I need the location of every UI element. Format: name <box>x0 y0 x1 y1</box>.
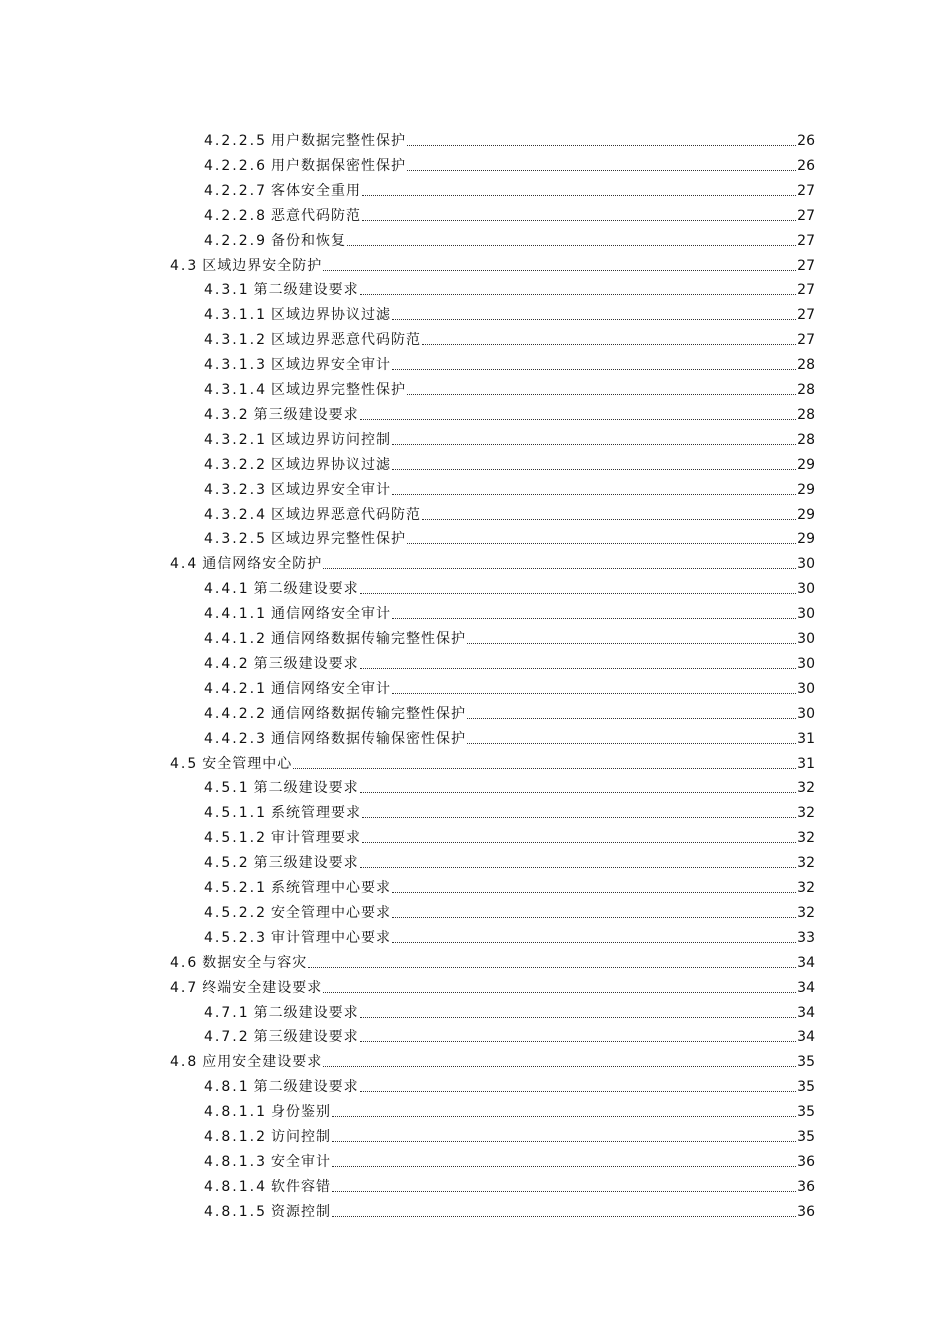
toc-entry[interactable] <box>170 1046 815 1071</box>
toc-leader-dots <box>360 1090 797 1092</box>
toc-entry-number: 4.7.1 <box>204 1004 250 1021</box>
toc-entry-number: 4.3.2 <box>204 406 250 423</box>
toc-entry-page-number: 33 <box>797 929 815 946</box>
toc-entry-number: 4.4.1.1 <box>204 606 267 623</box>
toc-entry[interactable] <box>204 897 815 922</box>
toc-entry-title: 用户数据保密性保护 <box>270 157 406 174</box>
toc-entry[interactable] <box>204 723 815 748</box>
toc-entry[interactable] <box>204 573 815 598</box>
toc-entry-number: 4.2.2.7 <box>204 182 267 199</box>
toc-entry[interactable] <box>204 673 815 698</box>
toc-leader-dots <box>467 742 796 744</box>
toc-entry-number: 4.2.2.9 <box>204 232 267 249</box>
toc-leader-dots <box>332 1215 796 1217</box>
toc-entry-number: 4.3.1.2 <box>204 332 267 349</box>
toc-entry-title: 区域边界访问控制 <box>270 431 391 448</box>
toc-entry-title: 区域边界安全防护 <box>202 257 323 274</box>
toc-entry-number: 4.5 <box>170 755 199 772</box>
toc-entry[interactable] <box>204 349 815 374</box>
toc-entry-page-number: 28 <box>797 406 815 423</box>
toc-entry[interactable] <box>204 1146 815 1171</box>
toc-entry-page-number: 34 <box>797 1004 815 1021</box>
toc-entry-title: 第二级建设要求 <box>253 1004 359 1021</box>
toc-leader-dots <box>407 169 796 171</box>
toc-entry[interactable] <box>204 1196 815 1221</box>
toc-entry-number: 4.3.2.1 <box>204 431 267 448</box>
toc-entry-page-number: 35 <box>797 1104 815 1121</box>
toc-entry[interactable] <box>204 324 815 349</box>
toc-entry-title: 安全管理中心 <box>202 755 293 772</box>
toc-leader-dots <box>360 418 797 420</box>
toc-entry-number: 4.3.1.3 <box>204 357 267 374</box>
toc-entry-title: 第二级建设要求 <box>253 1079 359 1096</box>
toc-entry-title: 第三级建设要求 <box>253 406 359 423</box>
toc-entry-title: 第二级建设要求 <box>253 780 359 797</box>
toc-entry-title: 第三级建设要求 <box>253 855 359 872</box>
toc-entry-number: 4.8.1.4 <box>204 1178 267 1195</box>
toc-entry-page-number: 36 <box>797 1178 815 1195</box>
toc-entry[interactable] <box>204 274 815 299</box>
toc-entry[interactable] <box>204 399 815 424</box>
toc-entry-title: 通信网络安全审计 <box>270 680 391 697</box>
toc-leader-dots <box>360 667 797 669</box>
toc-entry-page-number: 34 <box>797 979 815 996</box>
toc-entry-number: 4.4.2.2 <box>204 705 267 722</box>
toc-entry-number: 4.2.2.8 <box>204 207 267 224</box>
toc-entry-number: 4.7 <box>170 979 199 996</box>
toc-leader-dots <box>422 343 796 345</box>
toc-entry-number: 4.3.1 <box>204 282 250 299</box>
toc-entry-page-number: 30 <box>797 606 815 623</box>
toc-entry[interactable] <box>170 548 815 573</box>
toc-entry[interactable] <box>204 474 815 499</box>
toc-entry[interactable] <box>204 847 815 872</box>
toc-entry[interactable] <box>170 972 815 997</box>
toc-entry[interactable] <box>204 1171 815 1196</box>
toc-leader-dots <box>360 866 797 868</box>
toc-entry-title: 第三级建设要求 <box>253 1029 359 1046</box>
toc-leader-dots <box>347 244 796 246</box>
toc-entry-number: 4.2.2.5 <box>204 133 267 149</box>
toc-entry-page-number: 26 <box>797 133 815 149</box>
toc-entry-number: 4.5.2 <box>204 855 250 872</box>
toc-entry-number: 4.5.1 <box>204 780 250 797</box>
toc-entry[interactable] <box>204 997 815 1022</box>
toc-entry[interactable] <box>204 1071 815 1096</box>
toc-entry-page-number: 27 <box>797 332 815 349</box>
toc-leader-dots <box>392 443 796 445</box>
toc-entry-page-number: 35 <box>797 1079 815 1096</box>
toc-entry-page-number: 30 <box>797 705 815 722</box>
toc-entry-page-number: 31 <box>797 730 815 747</box>
toc-entry-page-number: 32 <box>797 780 815 797</box>
toc-entry-title: 区域边界安全审计 <box>270 481 391 498</box>
toc-entry-title: 通信网络数据传输保密性保护 <box>270 730 466 747</box>
toc-entry-number: 4.5.1.2 <box>204 830 267 847</box>
toc-leader-dots <box>407 393 796 395</box>
toc-entry[interactable] <box>204 598 815 623</box>
toc-entry-number: 4.8.1.3 <box>204 1153 267 1170</box>
toc-entry-number: 4.4.2.3 <box>204 730 267 747</box>
toc-entry-page-number: 27 <box>797 207 815 224</box>
toc-entry-page-number: 31 <box>797 755 815 772</box>
toc-entry-page-number: 32 <box>797 855 815 872</box>
toc-entry[interactable] <box>170 250 815 275</box>
toc-entry-title: 通信网络数据传输完整性保护 <box>270 705 466 722</box>
toc-entry-title: 区域边界协议过滤 <box>270 307 391 324</box>
toc-leader-dots <box>360 1016 797 1018</box>
toc-entry-title: 审计管理中心要求 <box>270 929 391 946</box>
toc-entry-page-number: 32 <box>797 830 815 847</box>
toc-entry[interactable] <box>204 872 815 897</box>
toc-entry-title: 第二级建设要求 <box>253 282 359 299</box>
toc-entry-page-number: 32 <box>797 880 815 896</box>
toc-leader-dots <box>332 1115 796 1117</box>
toc-entry-page-number: 35 <box>797 1129 815 1145</box>
toc-entry-number: 4.8.1.1 <box>204 1104 267 1121</box>
toc-leader-dots <box>392 891 796 893</box>
toc-entry-title: 访问控制 <box>270 1129 331 1145</box>
toc-entry[interactable] <box>204 922 815 947</box>
toc-entry-page-number: 34 <box>797 1029 815 1046</box>
toc-entry[interactable] <box>204 822 815 847</box>
toc-entry-title: 区域边界完整性保护 <box>270 531 406 548</box>
toc-entry-title: 安全管理中心要求 <box>270 904 391 921</box>
toc-entry-title: 通信网络安全审计 <box>270 606 391 623</box>
toc-entry-page-number: 30 <box>797 655 815 672</box>
toc-leader-dots <box>308 966 796 968</box>
toc-entry-page-number: 28 <box>797 357 815 374</box>
toc-entry-page-number: 29 <box>797 506 815 523</box>
toc-entry-title: 系统管理中心要求 <box>270 880 391 896</box>
toc-leader-dots <box>332 1190 796 1192</box>
toc-leader-dots <box>392 692 796 694</box>
toc-leader-dots <box>293 767 796 769</box>
toc-entry-title: 软件容错 <box>270 1178 331 1195</box>
toc-entry-page-number: 36 <box>797 1203 815 1220</box>
toc-leader-dots <box>362 219 796 221</box>
toc-leader-dots <box>392 617 796 619</box>
toc-entry-page-number: 29 <box>797 481 815 498</box>
toc-leader-dots <box>467 717 796 719</box>
toc-entry-number: 4.4.2 <box>204 655 250 672</box>
toc-entry-number: 4.3.2.3 <box>204 481 267 498</box>
toc-entry-number: 4.8 <box>170 1054 199 1071</box>
toc-entry-title: 应用安全建设要求 <box>202 1054 323 1071</box>
toc-entry-title: 备份和恢复 <box>270 232 346 249</box>
toc-leader-dots <box>422 518 796 520</box>
toc-entry-page-number: 27 <box>797 257 815 274</box>
toc-entry-number: 4.3.1.4 <box>204 382 267 398</box>
toc-entry-page-number: 30 <box>797 581 815 598</box>
toc-entry-page-number: 29 <box>797 456 815 473</box>
toc-entry[interactable] <box>204 449 815 474</box>
toc-entry[interactable] <box>204 499 815 524</box>
toc-entry[interactable] <box>204 1121 815 1146</box>
toc-entry[interactable] <box>204 150 815 175</box>
toc-entry-number: 4.5.1.1 <box>204 805 267 822</box>
toc-entry-page-number: 32 <box>797 805 815 822</box>
toc-entry[interactable] <box>170 947 815 972</box>
toc-entry-title: 区域边界完整性保护 <box>270 382 406 398</box>
toc-entry-page-number: 36 <box>797 1153 815 1170</box>
toc-entry-title: 安全审计 <box>270 1153 331 1170</box>
toc-entry[interactable] <box>204 200 815 225</box>
toc-entry-page-number: 27 <box>797 282 815 299</box>
toc-entry-title: 第三级建设要求 <box>253 655 359 672</box>
toc-leader-dots <box>407 144 796 146</box>
toc-entry[interactable] <box>204 797 815 822</box>
toc-entry-page-number: 34 <box>797 954 815 971</box>
toc-entry[interactable] <box>204 424 815 449</box>
toc-entry-title: 客体安全重用 <box>270 182 361 199</box>
toc-leader-dots <box>392 318 796 320</box>
toc-entry-page-number: 26 <box>797 157 815 174</box>
toc-leader-dots <box>323 1065 796 1067</box>
toc-entry-page-number: 29 <box>797 531 815 548</box>
toc-leader-dots <box>323 991 796 993</box>
toc-entry-page-number: 30 <box>797 556 815 573</box>
toc-entry[interactable] <box>204 225 815 250</box>
toc-entry-title: 数据安全与容灾 <box>202 954 308 971</box>
toc-entry-title: 用户数据完整性保护 <box>270 133 406 149</box>
toc-entry-page-number: 32 <box>797 904 815 921</box>
toc-entry-number: 4.3.2.5 <box>204 531 267 548</box>
toc-leader-dots <box>323 269 796 271</box>
toc-entry-page-number: 30 <box>797 631 815 647</box>
toc-entry[interactable] <box>204 648 815 673</box>
toc-entry-title: 第二级建设要求 <box>253 581 359 598</box>
toc-entry-number: 4.4 <box>170 556 199 573</box>
toc-entry-title: 恶意代码防范 <box>270 207 361 224</box>
toc-entry[interactable] <box>204 1096 815 1121</box>
toc-entry-page-number: 28 <box>797 382 815 398</box>
toc-entry-number: 4.2.2.6 <box>204 157 267 174</box>
toc-entry-title: 审计管理要求 <box>270 830 361 847</box>
toc-entry-title: 区域边界协议过滤 <box>270 456 391 473</box>
toc-entry-number: 4.5.2.1 <box>204 880 267 896</box>
toc-entry-number: 4.4.1 <box>204 581 250 598</box>
toc-entry-page-number: 35 <box>797 1054 815 1071</box>
toc-entry-number: 4.3 <box>170 257 199 274</box>
toc-leader-dots <box>360 1040 797 1042</box>
toc-leader-dots <box>392 941 796 943</box>
toc-entry[interactable] <box>204 698 815 723</box>
toc-entry-title: 终端安全建设要求 <box>202 979 323 996</box>
toc-entry[interactable] <box>204 175 815 200</box>
toc-leader-dots <box>362 816 796 818</box>
toc-entry-title: 区域边界恶意代码防范 <box>270 506 421 523</box>
toc-leader-dots <box>332 1140 796 1142</box>
toc-entry-number: 4.3.2.4 <box>204 506 267 523</box>
toc-entry-page-number: 27 <box>797 182 815 199</box>
toc-leader-dots <box>360 293 797 295</box>
toc-leader-dots <box>392 916 796 918</box>
toc-entry-title: 区域边界恶意代码防范 <box>270 332 421 349</box>
toc-leader-dots <box>362 841 796 843</box>
toc-entry-title: 资源控制 <box>270 1203 331 1220</box>
toc-entry-number: 4.7.2 <box>204 1029 250 1046</box>
toc-entry-number: 4.8.1.5 <box>204 1203 267 1220</box>
toc-leader-dots <box>360 592 797 594</box>
toc-entry[interactable] <box>204 1021 815 1046</box>
toc-entry-title: 通信网络数据传输完整性保护 <box>270 631 466 647</box>
toc-entry-number: 4.4.2.1 <box>204 680 267 697</box>
toc-entry-page-number: 27 <box>797 232 815 249</box>
toc-entry-number: 4.8.1 <box>204 1079 250 1096</box>
toc-entry-title: 系统管理要求 <box>270 805 361 822</box>
toc-entry-page-number: 28 <box>797 431 815 448</box>
toc-entry[interactable] <box>204 772 815 797</box>
toc-leader-dots <box>392 368 796 370</box>
toc-entry[interactable] <box>204 299 815 324</box>
toc-entry-number: 4.5.2.3 <box>204 929 267 946</box>
toc-entry[interactable] <box>204 374 815 399</box>
toc-entry-number: 4.3.1.1 <box>204 307 267 324</box>
toc-entry[interactable] <box>204 623 815 648</box>
toc-entry-number: 4.4.1.2 <box>204 631 267 647</box>
toc-leader-dots <box>467 642 796 644</box>
toc-entry-page-number: 30 <box>797 680 815 697</box>
toc-leader-dots <box>360 791 797 793</box>
toc-entry-number: 4.5.2.2 <box>204 904 267 921</box>
toc-leader-dots <box>362 194 796 196</box>
toc-leader-dots <box>392 468 796 470</box>
toc-leader-dots <box>407 542 796 544</box>
toc-entry-title: 区域边界安全审计 <box>270 357 391 374</box>
toc-leader-dots <box>323 567 796 569</box>
toc-leader-dots <box>392 493 796 495</box>
toc-entry-number: 4.6 <box>170 954 199 971</box>
toc-entry-title: 通信网络安全防护 <box>202 556 323 573</box>
toc-leader-dots <box>332 1165 796 1167</box>
toc-entry-number: 4.3.2.2 <box>204 456 267 473</box>
toc-entry[interactable] <box>170 748 815 773</box>
toc-entry[interactable] <box>204 523 815 548</box>
toc-entry[interactable] <box>204 125 815 150</box>
toc-entry-title: 身份鉴别 <box>270 1104 331 1121</box>
toc-entry-page-number: 27 <box>797 307 815 324</box>
toc-entry-number: 4.8.1.2 <box>204 1129 267 1145</box>
